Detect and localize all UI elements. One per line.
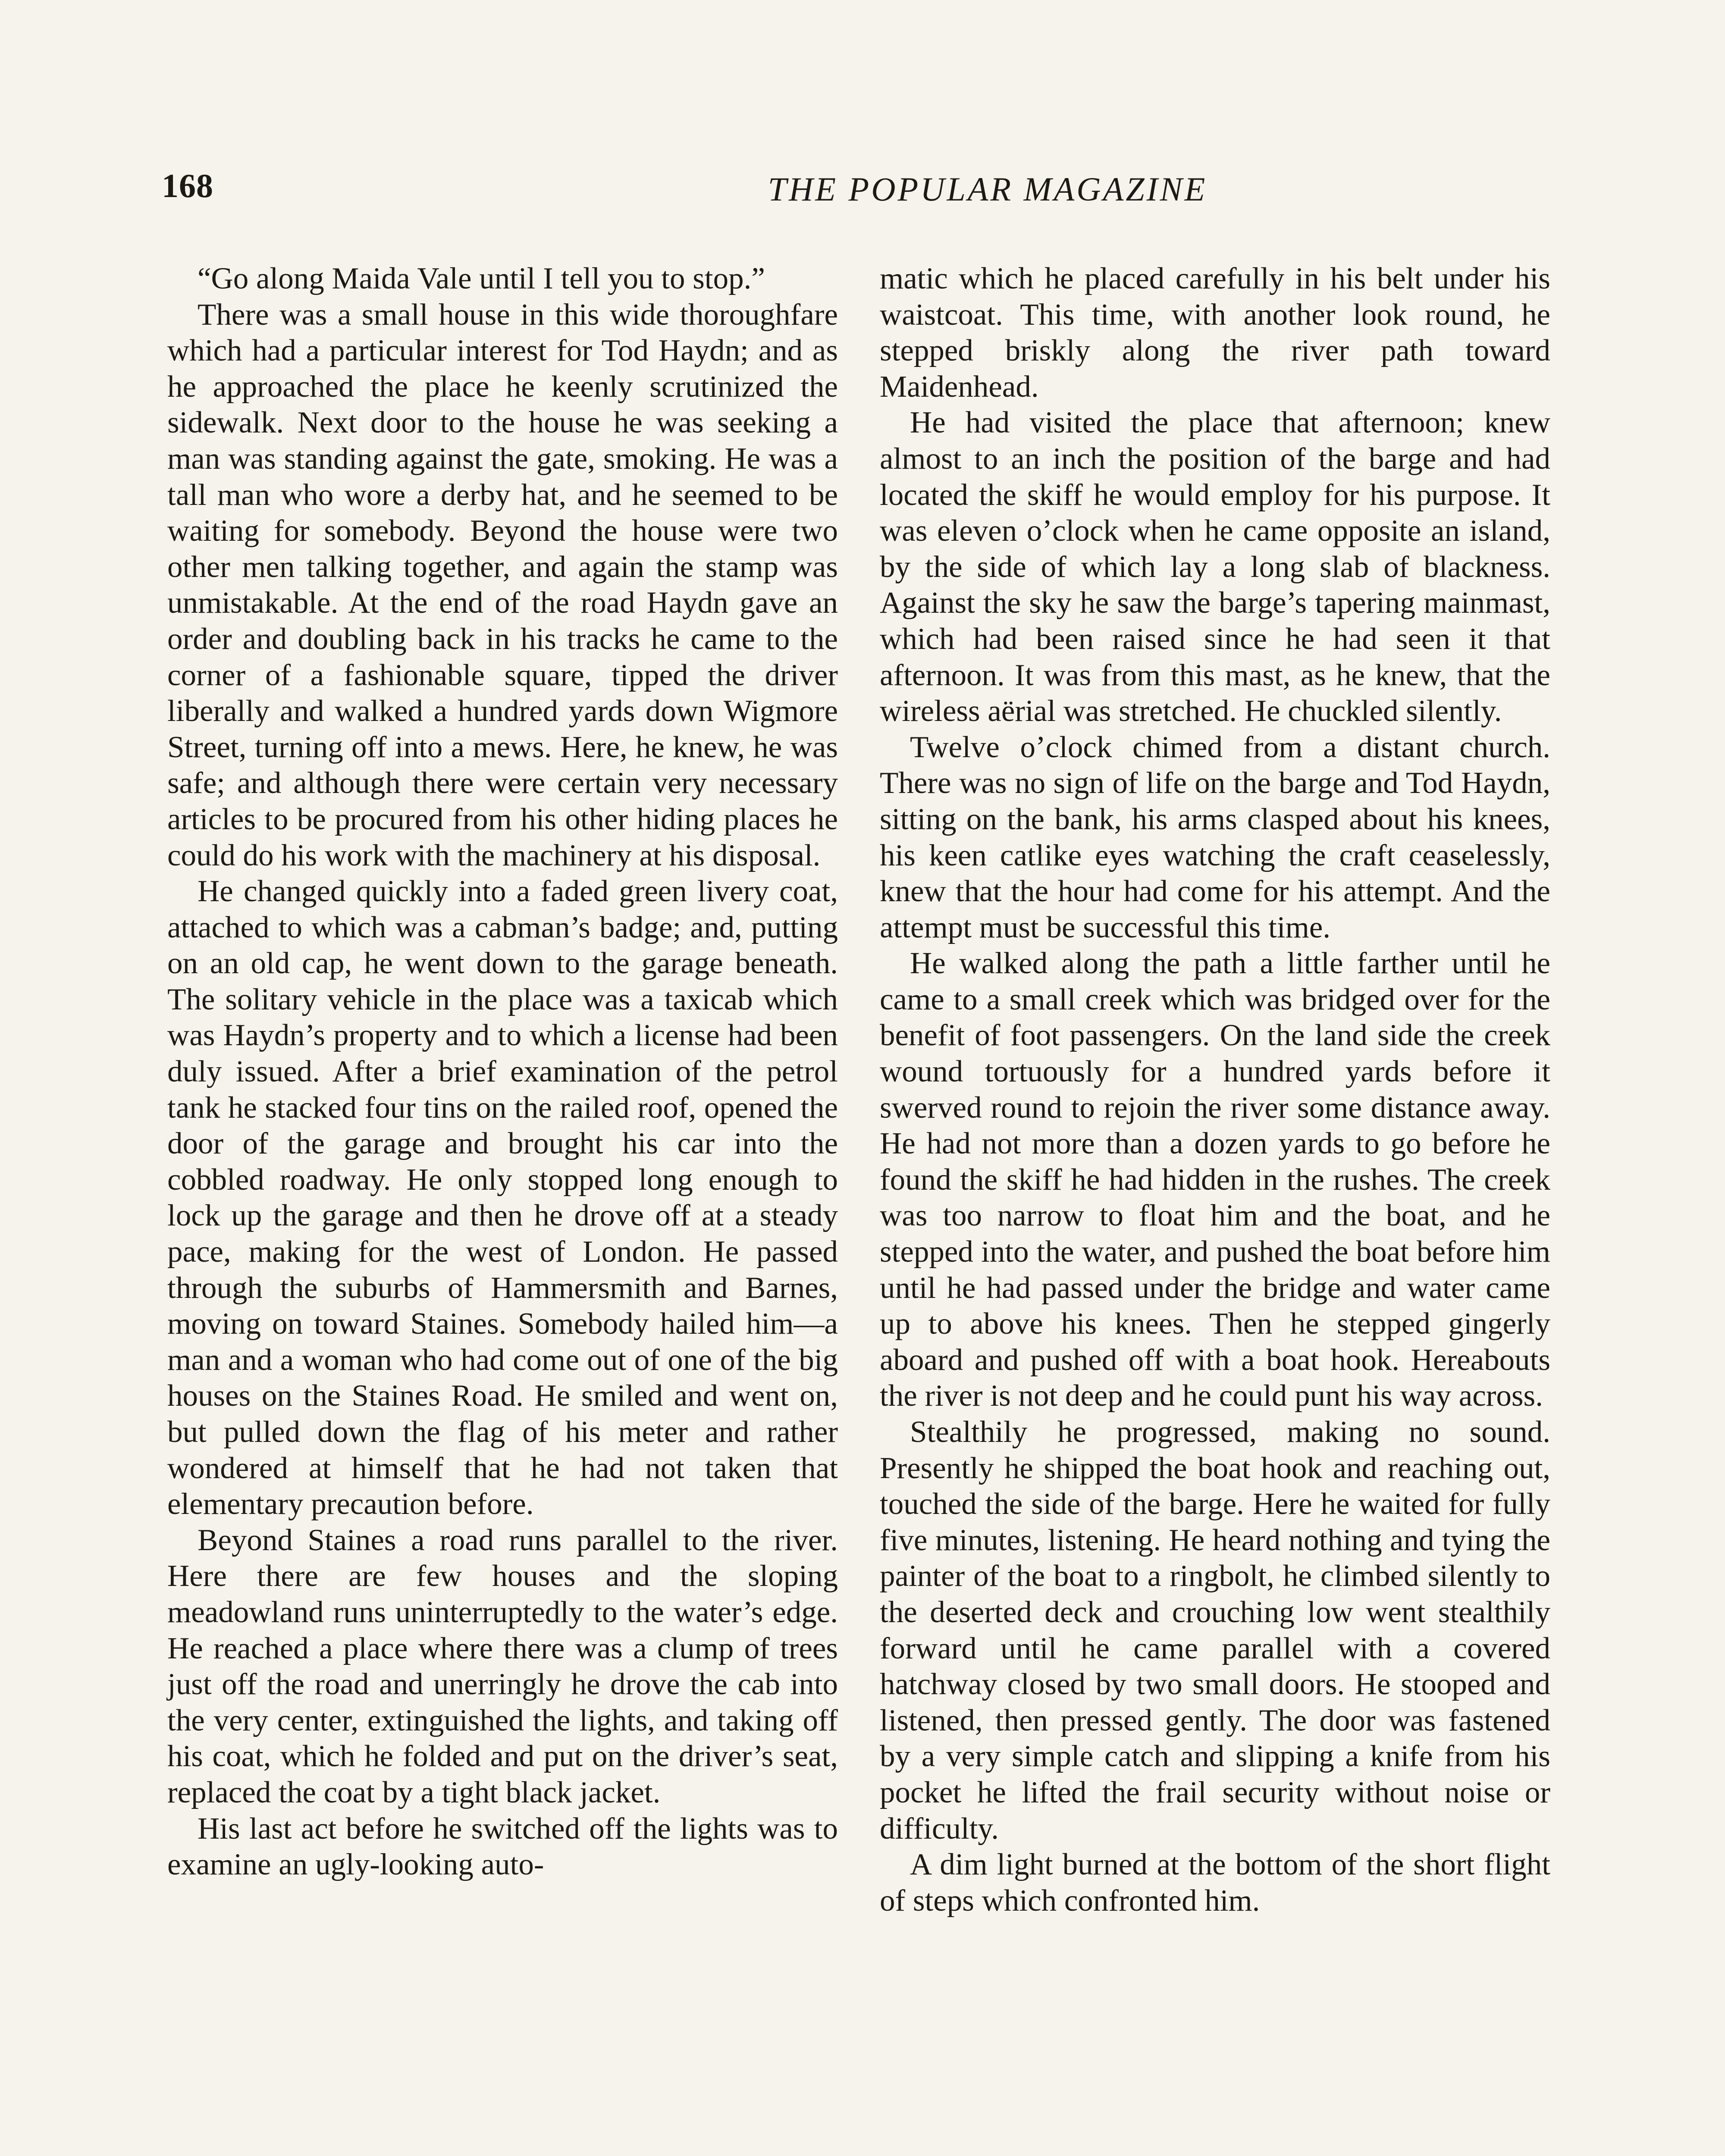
left-text-column [167,261,838,2156]
paragraph: Stealthily he progressed, making no sound. Presently he shipped the boat hook and reaching out, touched the side of the barge. Here he waited for fully five minutes, listening. He heard nothing and tying the painter of the boat to a ringbolt, he climbed silently to the deserted deck and crouching low went stealthily forward until he came parallel with a covered hatchway closed by two small doors. He stooped and listened, then pressed gently. The door was fastened by a very simple catch and slipping a knife from his pocket he lifted the frail security without noise or difficulty. [880,1415,1550,1846]
paragraph: His last act before he switched off the lights was to examine an ugly-looking auto- [167,1811,838,1882]
paragraph: A dim light burned at the bottom of the short flight of steps which confronted him. [880,1848,1550,1918]
paragraph: He changed quickly into a faded green livery coat, attached to which was a cabman’s badge; and, putting on an old cap, he went down to the garage beneath. The solitary vehicle in the place was a taxicab which was Haydn’s property and to which a license had been duly issued. After a brief examination of the petrol tank he stacked four tins on the railed roof, opened the door of the garage and brought his car into the cobbled roadway. He only stopped long enough to lock up the garage and then he drove off at a steady pace, making for the west of London. He passed through the suburbs of Hammersmith and Barnes, moving on toward Staines. Somebody hailed him—a man and a woman who had come out of one of the big houses on the Staines Road. He smiled and went on, but pulled down the flag of his meter and rather wondered at himself that he had not taken that elementary precaution before. [167,874,838,1521]
paragraph: Twelve o’clock chimed from a distant church. There was no sign of life on the barge and Tod Haydn, sitting on the bank, his arms clasped about his knees, his keen catlike eyes watching the craft ceaselessly, knew that the hour had come for his attempt. And the attempt must be successful this time. [880,730,1550,944]
paragraph: He had visited the place that afternoon; knew almost to an inch the position of the barge and had located the skiff he would employ for his purpose. It was eleven o’clock when he came opposite an island, by the side of which lay a long slab of blackness. Against the sky he saw the barge’s tapering mainmast, which had been raised since he had seen it that afternoon. It was from this mast, as he knew, that the wireless aërial was stretched. He chuckled silently. [880,406,1550,728]
paragraph: “Go along Maida Vale until I tell you to stop.” [198,262,765,295]
paragraph: Beyond Staines a road runs parallel to the river. Here there are few houses and the sloping meadowland runs uninterruptedly to the water’s edge. He reached a place where there was a clump of trees just off the road and unerringly he drove the cab into the very center, extinguished the lights, and taking off his coat, which he folded and put on the driver’s seat, replaced the coat by a tight black jacket. [167,1523,838,1809]
paragraph: He walked along the path a little farther until he came to a small creek which was bridged over for the benefit of foot passengers. On the land side the creek wound tortuously for a hundred yards before it swerved round to rejoin the river some distance away. He had not more than a dozen yards to go before he found the skiff he had hidden in the rushes. The creek was too narrow to float him and the boat, and he stepped into the water, and pushed the boat before him until he had passed under the bridge and water came up to above his knees. Then he stepped gingerly aboard and pushed off with a boat hook. Hereabouts the river is not deep and he could punt his way across. [880,946,1550,1413]
paragraph: There was a small house in this wide thoroughfare which had a particular interest for Tod Haydn; and as he approached the place he keenly scrutinized the sidewalk. Next door to the house he was seeking a man was standing against the gate, smoking. He was a tall man who wore a derby hat, and he seemed to be waiting for somebody. Beyond the house were two other men talking together, and again the stamp was unmistakable. At the end of the road Haydn gave an order and doubling back in his tracks he came to the corner of a fashionable square, tipped the driver liberally and walked a hundred yards down Wigmore Street, turning off into a mews. Here, he knew, he was safe; and although there were certain very necessary articles to be procured from his other hiding places he could do his work with the machinery at his disposal. [167,298,838,872]
running-head: THE POPULAR MAGAZINE [768,170,1208,208]
paragraph: matic which he placed carefully in his belt under his waistcoat. This time, with another look round, he stepped briskly along the river path toward Maidenhead. [880,262,1550,404]
right-text-column [880,261,1550,2156]
page-number: 168 [162,167,213,204]
